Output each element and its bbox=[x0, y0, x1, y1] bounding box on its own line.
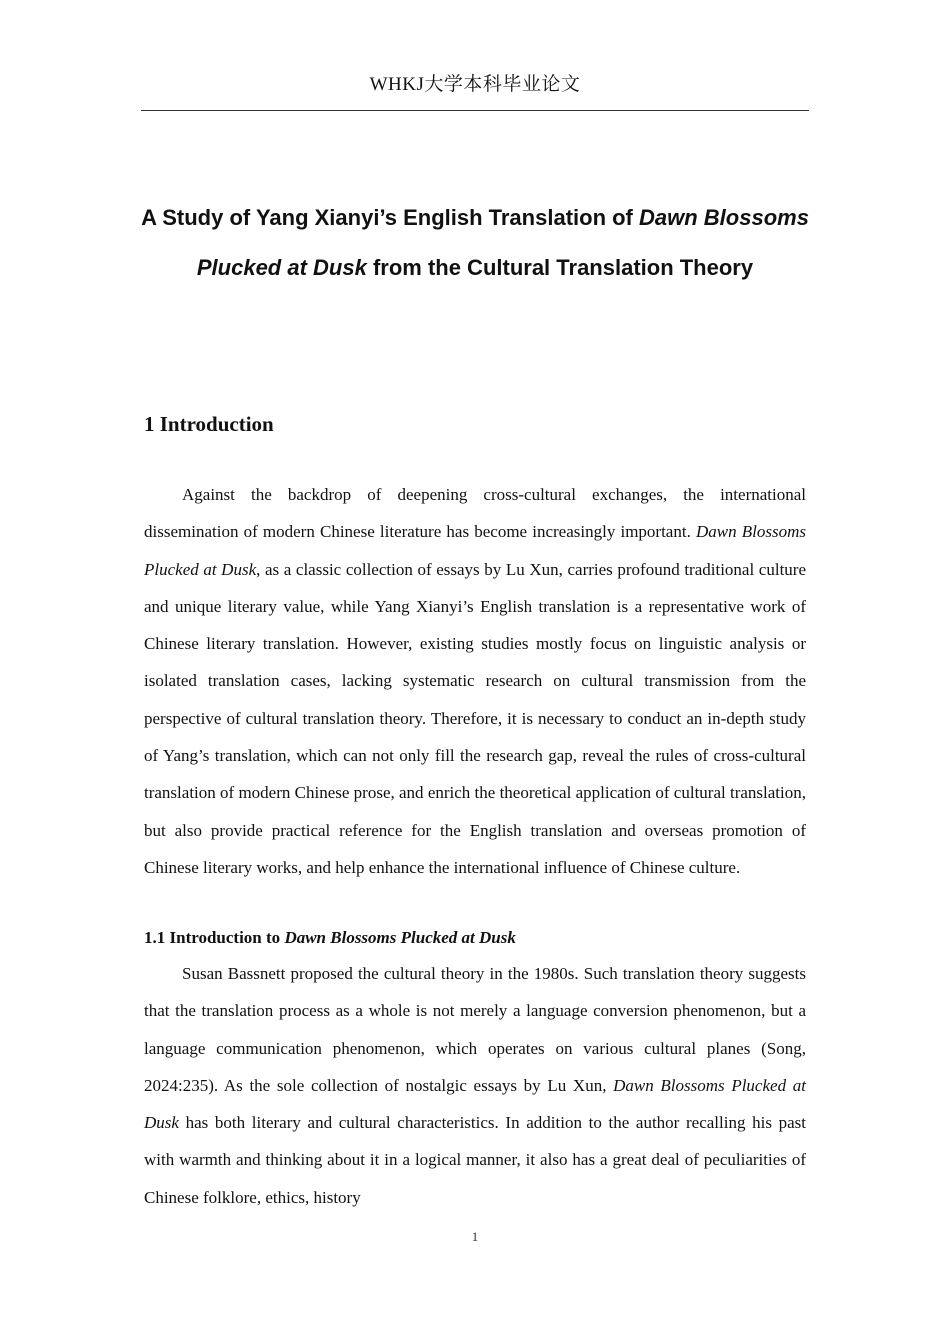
intro-italic-work: Dawn Blossoms Plucked at Dusk bbox=[144, 522, 806, 579]
intro-paragraph bbox=[144, 476, 806, 886]
paper-title bbox=[141, 193, 809, 293]
subsection-text-a: Susan Bassnett proposed the cultural theory in the 1980s. Such translation theory suggests that the translation process as a whole is not merely a language conversion phenomenon, but a language communication phenomenon, which operates on various cultural planes (Song, 2024:235). As the sole collection of nostalgic essays by Lu Xun, bbox=[144, 964, 806, 1095]
title-part2: from the Cultural Translation Theory bbox=[366, 254, 754, 280]
subsection-paragraph bbox=[144, 955, 806, 1216]
intro-text-a: Against the backdrop of deepening cross-cultural exchanges, the international dissemination of modern Chinese literature has become increasingly important. bbox=[144, 485, 806, 542]
running-header: WHKJ大学本科毕业论文 bbox=[369, 74, 581, 95]
subsection-heading-italic: Dawn Blossoms Plucked at Dusk bbox=[284, 928, 516, 947]
subsection-heading-plain: 1.1 Introduction to bbox=[144, 928, 285, 947]
title-italic-work: Dawn Blossoms Plucked at Dusk bbox=[196, 204, 809, 280]
intro-text-b: , as a classic collection of essays by Lu Xun, carries profound traditional culture and unique literary value, while Yang Xianyi’s English translation is a representative work of Chinese literary translation. However, existing studies mostly focus on linguistic analysis or isolated translation cases, lacking systematic research on cultural transmission from the perspective of cultural translation theory. Therefore, it is necessary to conduct an in-depth study of Yang’s translation, which can not only fill the research gap, reveal the rules of cross-cultural translation of modern Chinese prose, and enrich the theoretical application of cultural translation, but also provide practical reference for the English translation and overseas promotion of Chinese literary works, and help enhance the international influence of Chinese culture. bbox=[144, 559, 807, 877]
header-divider bbox=[141, 110, 809, 111]
subsection-heading-1-1 bbox=[144, 924, 516, 952]
page-number: 1 bbox=[471, 1229, 479, 1244]
title-part1: A Study of Yang Xianyi’s English Translation of bbox=[141, 204, 639, 230]
section-heading-introduction: 1 Introduction bbox=[144, 412, 274, 436]
subsection-italic-work: Dawn Blossoms Plucked at Dusk bbox=[144, 1075, 806, 1133]
subsection-text-b: has both literary and cultural characteristics. In addition to the author recalling his past with warmth and thinking about it in a logical manner, it also has a great deal of peculiarities of Chinese folklore, ethics, history bbox=[144, 1113, 806, 1207]
